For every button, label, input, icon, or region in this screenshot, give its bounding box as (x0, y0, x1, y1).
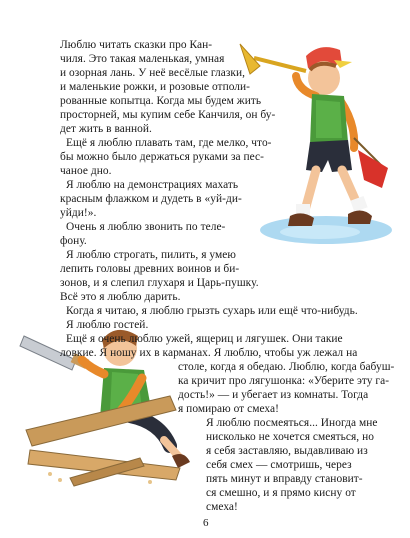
text-line: Когда я читаю, я люблю грызть сухарь или ещё что-нибудь. (66, 305, 358, 317)
text-line: пять минут и вправду становит- (206, 473, 363, 485)
text-line: фону. (60, 235, 87, 247)
text-line: смеха! (206, 501, 238, 513)
text-line: я себя заставляю, выдавливаю из (206, 445, 368, 457)
text-line: Всё это я люблю дарить. (60, 291, 181, 303)
text-line: ловкие. Я ношу их в карманах. Я люблю, чтобы уж лежал на (60, 347, 358, 359)
text-line: Ещё я люблю плавать там, где мелко, что- (66, 137, 272, 149)
text-line: дость!» — и убегает из комнаты. Тогда (178, 389, 369, 401)
text-line: Я люблю посмеяться... Иногда мне (206, 417, 378, 429)
text-line: Ещё я очень люблю ужей, ящериц и лягушек. Они такие (66, 333, 343, 345)
text-line: нисколько не хочется смеяться, но (206, 431, 374, 443)
text-line: просторней, мы купим себе Канчиля, он бу- (60, 109, 276, 121)
text-line: Очень я люблю звонить по теле- (66, 221, 226, 233)
text-line: Я люблю строгать, пилить, я умею (66, 249, 236, 261)
text-line: и озорная лань. У неё весёлые глазки, (60, 67, 246, 79)
text-line: лепить головы древних воинов и би- (60, 263, 240, 275)
text-line: Я люблю на демонстрациях махать (66, 179, 239, 191)
text-line: красным флажком и дудеть в «уй-ди- (60, 193, 242, 205)
text-line: ка кричит про лягушонка: «Уберите эту га- (178, 375, 390, 387)
text-line: ся смешно, и я прямо кисну от (206, 487, 356, 499)
text-line: бы можно было держаться руками за пес- (60, 151, 264, 163)
text-line: Люблю читать сказки про Кан- (60, 39, 213, 51)
text-line: чаное дно. (60, 165, 112, 177)
text-line: столе, когда я обедаю. Люблю, когда бабуш- (178, 361, 395, 373)
text-line: рованные копытца. Когда мы будем жить (60, 95, 262, 107)
page-number: 6 (203, 517, 209, 529)
text-line: дет жить в ванной. (60, 123, 152, 135)
text-line: чиля. Это такая маленькая, умная (60, 53, 225, 65)
text-line: и маленькие рожки, и розовые отполи- (60, 81, 251, 93)
text-line: зонов, и я слепил глухаря и Царь-пушку. (60, 277, 259, 289)
text-line: я помираю от смеха! (178, 403, 279, 415)
text-line: Я люблю гостей. (66, 319, 149, 331)
text-line: уйди!». (60, 207, 97, 219)
text-line: себя смех — смотришь, через (206, 459, 352, 471)
